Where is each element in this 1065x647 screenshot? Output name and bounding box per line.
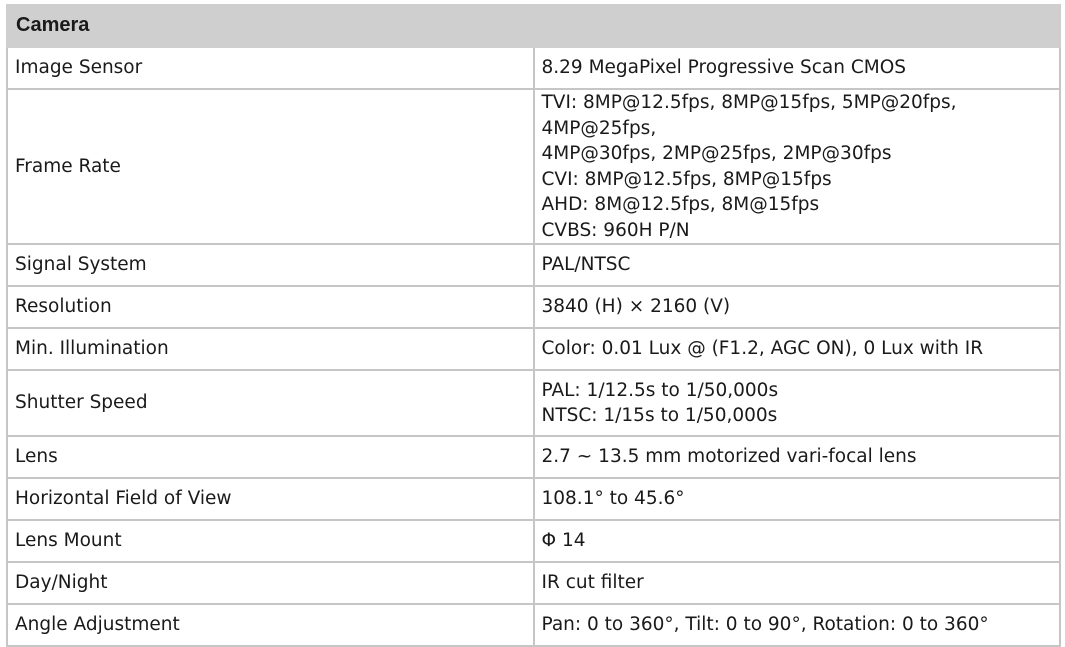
spec-row xyxy=(7,562,1060,604)
spec-row xyxy=(7,520,1060,562)
spec-row xyxy=(7,328,1060,370)
spec-value xyxy=(534,47,1061,89)
spec-row xyxy=(7,286,1060,328)
spec-value-line: IR cut filter xyxy=(541,572,644,594)
section-title: Camera xyxy=(7,5,1060,47)
spec-label: Resolution xyxy=(7,286,534,328)
spec-row xyxy=(7,370,1060,436)
spec-value xyxy=(534,328,1061,370)
spec-value-line: 2.7 ~ 13.5 mm motorized vari-focal lens xyxy=(541,446,917,468)
spec-value-line: Color: 0.01 Lux @ (F1.2, AGC ON), 0 Lux with IR xyxy=(541,338,984,360)
spec-value-line: CVI: 8MP@12.5fps, 8MP@15fps xyxy=(541,168,832,190)
spec-value-line: Pan: 0 to 360°, Tilt: 0 to 90°, Rotation: 0 to 360° xyxy=(541,614,989,636)
spec-label: Min. Illumination xyxy=(7,328,534,370)
spec-row xyxy=(7,604,1060,646)
spec-value-line: NTSC: 1/15s to 1/50,000s xyxy=(541,405,778,426)
spec-value-line: 3840 (H) × 2160 (V) xyxy=(541,296,731,318)
spec-value-line: AHD: 8M@12.5fps, 8M@15fps xyxy=(541,194,820,215)
spec-value-line: PAL/NTSC xyxy=(541,254,631,276)
spec-value xyxy=(534,604,1061,646)
spec-value xyxy=(534,520,1061,562)
spec-value xyxy=(534,436,1061,478)
spec-value xyxy=(534,286,1061,328)
spec-row xyxy=(7,436,1060,478)
spec-value xyxy=(534,89,1061,244)
spec-value-line: Φ 14 xyxy=(541,530,586,552)
spec-value-line: CVBS: 960H P/N xyxy=(541,219,690,241)
spec-value-line: 4MP@30fps, 2MP@25fps, 2MP@30fps xyxy=(541,143,892,164)
spec-value xyxy=(534,244,1061,286)
spec-row xyxy=(7,89,1060,244)
spec-label: Signal System xyxy=(7,244,534,286)
spec-label: Shutter Speed xyxy=(7,370,534,436)
spec-row xyxy=(7,478,1060,520)
spec-value-line: PAL: 1/12.5s to 1/50,000s xyxy=(541,379,779,401)
spec-row xyxy=(7,47,1060,89)
spec-value-line: 8.29 MegaPixel Progressive Scan CMOS xyxy=(541,57,907,79)
spec-value-line: 108.1° to 45.6° xyxy=(541,488,685,510)
spec-label: Horizontal Field of View xyxy=(7,478,534,520)
camera-spec-table xyxy=(6,4,1061,647)
spec-label: Frame Rate xyxy=(7,89,534,244)
spec-value xyxy=(534,370,1061,436)
spec-row xyxy=(7,244,1060,286)
spec-label: Image Sensor xyxy=(7,47,534,89)
section-header-row xyxy=(7,5,1060,47)
spec-value-line: TVI: 8MP@12.5fps, 8MP@15fps, 5MP@20fps, 4MP@25fps, xyxy=(541,92,957,139)
spec-label: Lens Mount xyxy=(7,520,534,562)
spec-label: Day/Night xyxy=(7,562,534,604)
spec-value xyxy=(534,562,1061,604)
spec-value xyxy=(534,478,1061,520)
spec-label: Lens xyxy=(7,436,534,478)
spec-label: Angle Adjustment xyxy=(7,604,534,646)
